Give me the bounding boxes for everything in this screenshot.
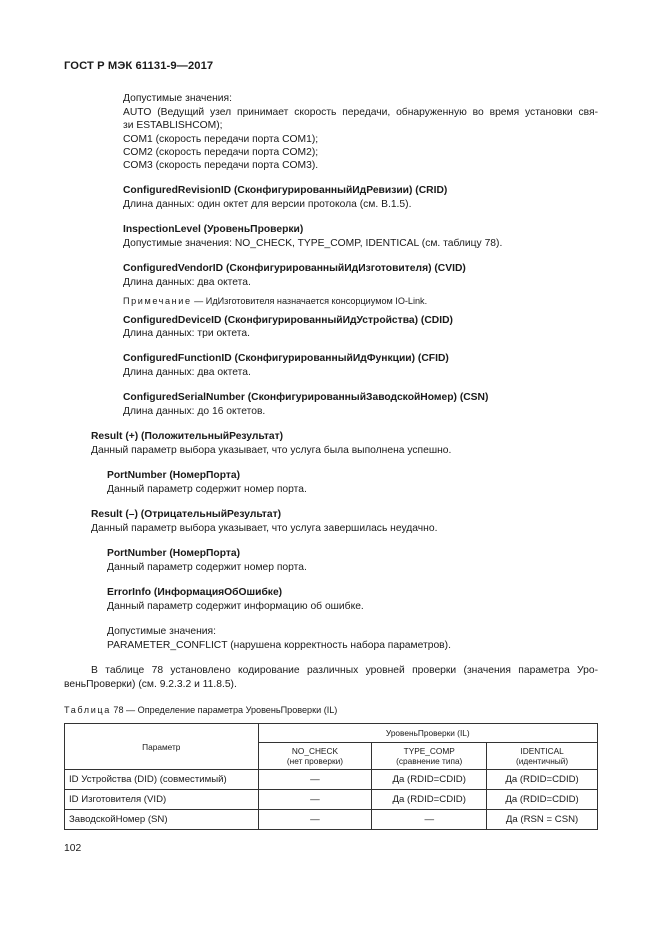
crid-text: Длина данных: один октет для версии протокола (см. В.1.5).: [123, 199, 412, 210]
document-code-header: ГОСТ Р МЭК 61131-9—2017: [64, 60, 214, 72]
portnumber-text-1: Данный параметр содержит номер порта.: [107, 484, 307, 495]
table-caption-label: Таблица: [64, 705, 111, 715]
row-identical: Да (RDID=CDID): [487, 770, 598, 790]
cvid-title: ConfiguredVendorID (СконфигурированныйИдИзготовителя) (CVID): [123, 263, 466, 274]
inspection-level-table: [64, 723, 598, 830]
inspection-level-group-header: УровеньПроверки (IL): [258, 724, 597, 743]
table-row: [65, 810, 598, 830]
type-comp-desc: (сравнение типа): [396, 756, 463, 766]
note-text: — ИдИзготовителя назначается консорциумом IO-Link.: [191, 296, 428, 306]
row-identical: Да (RDID=CDID): [487, 790, 598, 810]
table-row: [65, 790, 598, 810]
row-type-comp: Да (RDID=CDID): [372, 770, 487, 790]
table-row: [65, 770, 598, 790]
no-check-header: [258, 743, 372, 770]
result-positive-title: Result (+) (ПоложительныйРезультат): [91, 431, 284, 442]
row-no-check: —: [258, 810, 372, 830]
allowed-values-intro-2: Допустимые значения:: [107, 626, 216, 637]
allowed-values-intro: Допустимые значения:: [123, 93, 232, 104]
inspection-level-text: Допустимые значения: NO_CHECK, TYPE_COMP, IDENTICAL (см. таблицу 78).: [123, 238, 503, 249]
table-caption: [64, 704, 337, 717]
note: [123, 295, 427, 308]
cvid-text: Длина данных: два октета.: [123, 277, 251, 288]
result-negative-text: Данный параметр выбора указывает, что услуга завершилась неудачно.: [91, 523, 438, 534]
row-parameter: ID Изготовителя (VID): [65, 790, 259, 810]
csn-text: Длина данных: до 16 октетов.: [123, 406, 266, 417]
no-check-desc: (нет проверки): [286, 756, 343, 766]
row-type-comp: —: [372, 810, 487, 830]
table-caption-text: 78 — Определение параметра УровеньПроверки (IL): [110, 705, 338, 715]
auto-value-line-2: зи ESTABLISHCOM);: [123, 120, 223, 131]
note-label: Примечание: [123, 296, 192, 306]
table-intro-line-1: В таблице 78 установлено кодирование различных уровней проверки (значения параметра Уро-: [91, 665, 598, 676]
row-identical: Да (RSN = CSN): [487, 810, 598, 830]
table-header-row: [65, 724, 598, 743]
errorinfo-title: ErrorInfo (ИнформацияОбОшибке): [107, 587, 283, 598]
type-comp-header: [372, 743, 487, 770]
com3-value: COM3 (скорость передачи порта COM3).: [123, 160, 319, 171]
row-parameter: ЗаводскойНомер (SN): [65, 810, 259, 830]
result-negative-title: Result (–) (ОтрицательныйРезультат): [91, 509, 282, 520]
inspection-level-title: InspectionLevel (УровеньПроверки): [123, 224, 304, 235]
parameter-conflict-value: PARAMETER_CONFLICT (нарушена корректность набора параметров).: [107, 640, 451, 651]
errorinfo-text: Данный параметр содержит информацию об ошибке.: [107, 601, 364, 612]
row-parameter: ID Устройства (DID) (совместимый): [65, 770, 259, 790]
table-intro-line-2: веньПроверки) (см. 9.2.3.2 и 11.8.5).: [64, 679, 237, 690]
row-no-check: —: [258, 770, 372, 790]
com2-value: COM2 (скорость передачи порта COM2);: [123, 147, 319, 158]
identical-name: IDENTICAL: [520, 746, 564, 756]
identical-header: [487, 743, 598, 770]
portnumber-title-1: PortNumber (НомерПорта): [107, 470, 241, 481]
portnumber-title-2: PortNumber (НомерПорта): [107, 548, 241, 559]
cfid-text: Длина данных: два октета.: [123, 367, 251, 378]
identical-desc: (идентичный): [516, 756, 569, 766]
cdid-text: Длина данных: три октета.: [123, 328, 250, 339]
page-number: 102: [64, 843, 82, 854]
row-type-comp: Да (RDID=CDID): [372, 790, 487, 810]
com1-value: COM1 (скорость передачи порта COM1);: [123, 134, 319, 145]
type-comp-name: TYPE_COMP: [403, 746, 455, 756]
crid-title: ConfiguredRevisionID (СконфигурированныйИдРевизии) (CRID): [123, 185, 448, 196]
portnumber-text-2: Данный параметр содержит номер порта.: [107, 562, 307, 573]
csn-title: ConfiguredSerialNumber (СконфигурированныйЗаводскойНомер) (CSN): [123, 392, 489, 403]
no-check-name: NO_CHECK: [291, 746, 338, 756]
row-no-check: —: [258, 790, 372, 810]
result-positive-text: Данный параметр выбора указывает, что услуга была выполнена успешно.: [91, 445, 452, 456]
cdid-title: ConfiguredDeviceID (СконфигурированныйИдУстройства) (CDID): [123, 315, 453, 326]
cfid-title: ConfiguredFunctionID (СконфигурированныйИдФункции) (CFID): [123, 353, 449, 364]
parameter-header: Параметр: [65, 724, 259, 770]
auto-value-line-1: AUTO (Ведущий узел принимает скорость передачи, обнаруженную во время установки свя-: [123, 107, 598, 118]
